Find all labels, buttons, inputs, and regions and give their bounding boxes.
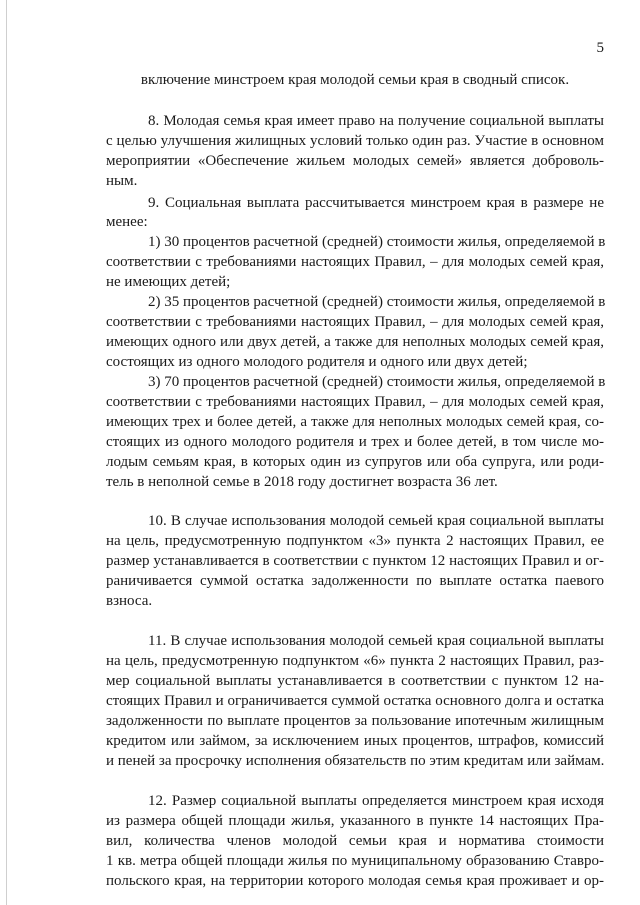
item-2-line-4: состоящих из одного молодого родителя и одного или двух детей; <box>106 354 528 370</box>
paragraph-12-line-4: 1 кв. метра общей площади жилья по муниципальному образованию Ставро- <box>106 853 604 869</box>
paragraph-12-line-5: польского края, на территории которого молодая семья края проживает и ор- <box>106 873 604 889</box>
paragraph-9-line-1: 9. Социальная выплата рассчитывается минстроем края в размере не <box>148 195 604 211</box>
paragraph-8-line-2: с целью улучшения жилищных условий только один раз. Участие в основном <box>106 133 604 149</box>
item-3-line-2: соответствии с требованиями настоящих Правил, – для молодых семей края, <box>106 394 604 410</box>
item-2-line-1: 2) 35 процентов расчетной (средней) стоимости жилья, определяемой в <box>148 294 606 310</box>
paragraph-11-line-6: кредитом или займом, за исключением иных процентов, штрафов, комиссий <box>106 733 604 749</box>
document-page <box>106 0 604 905</box>
paragraph-11-line-2: на цель, предусмотренную подпунктом «6» пункта 2 настоящих Правил, раз- <box>106 653 604 669</box>
paragraph-10-line-2: на цель, предусмотренную подпунктом «3» пункта 2 настоящих Правил, ее <box>106 533 604 549</box>
item-3-line-6: тель в неполной семье в 2018 году достигнет возраста 36 лет. <box>106 474 498 490</box>
paragraph-10-line-3: размер устанавливается в соответствии с пунктом 12 настоящих Правил и ог- <box>106 553 604 569</box>
item-2-line-2: соответствии с требованиями настоящих Правил, – для молодых семей края, <box>106 314 604 330</box>
paragraph-10-line-4: раничивается суммой остатка задолженности по выплате остатка паевого <box>106 573 604 589</box>
paragraph-11-line-7: и пеней за просрочку исполнения обязательств по этим кредитам или займам. <box>106 753 605 769</box>
item-3-line-5: лодым семьям края, в которых один из супругов или оба супруга, или роди- <box>106 454 604 470</box>
item-1-line-1: 1) 30 процентов расчетной (средней) стоимости жилья, определяемой в <box>148 234 606 250</box>
paragraph-11-line-1: 11. В случае использования молодой семьей края социальной выплаты <box>148 633 604 649</box>
paragraph-9-line-2: менее: <box>106 214 148 230</box>
paragraph-12-line-3: вил, количества членов молодой семьи края и норматива стоимости <box>106 833 604 849</box>
item-1-line-3: не имеющих детей; <box>106 274 231 290</box>
paragraph-7-line-1: включение минстроем края молодой семьи края в сводный список. <box>140 72 570 88</box>
item-3-line-3: имеющих трех и более детей, а также для неполных молодых семей края, со- <box>106 414 604 430</box>
paragraph-10-line-1: 10. В случае использования молодой семьей края социальной выплаты <box>148 513 604 529</box>
paragraph-11-line-3: мер социальной выплаты устанавливается в соответствии с пунктом 12 на- <box>106 673 604 689</box>
item-2-line-3: имеющих одного или двух детей, а также для неполных молодых семей края, <box>106 334 604 350</box>
scan-edge-shadow <box>6 0 7 905</box>
paragraph-11-line-5: задолженности по выплате процентов за пользование ипотечным жилищным <box>106 713 604 729</box>
paragraph-8-line-3: мероприятии «Обеспечение жильем молодых семей» является доброволь- <box>106 153 604 169</box>
paragraph-12-line-1: 12. Размер социальной выплаты определяется минстроем края исходя <box>148 793 604 809</box>
paragraph-12-line-2: из размера общей площади жилья, указанного в пункте 14 настоящих Пра- <box>106 813 604 829</box>
paragraph-11-line-4: стоящих Правил и ограничивается суммой остатка основного долга и остатка <box>106 693 604 709</box>
paragraph-8-line-4: ным. <box>106 173 138 189</box>
page-number: 5 <box>596 40 604 56</box>
item-3-line-1: 3) 70 процентов расчетной (средней) стоимости жилья, определяемой в <box>148 374 606 390</box>
paragraph-8-line-1: 8. Молодая семья края имеет право на получение социальной выплаты <box>148 113 604 129</box>
item-3-line-4: стоящих из одного молодого родителя и трех и более детей, в том числе мо- <box>106 434 604 450</box>
item-1-line-2: соответствии с требованиями настоящих Правил, – для молодых семей края, <box>106 254 604 270</box>
paragraph-10-line-5: взноса. <box>106 593 153 609</box>
